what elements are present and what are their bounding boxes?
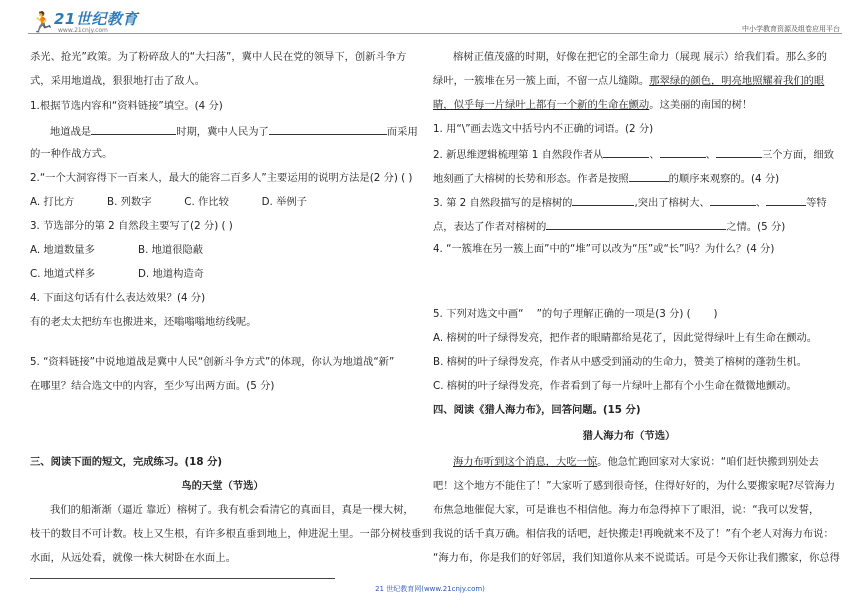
question-4: 4. 下面这句话有什么表达效果？(4 分) — [30, 292, 206, 304]
question-4: 4. “一簇堆在另一簇上面”中的“堆”可以改为“压”或“长”吗？为什么？(4 分) — [433, 243, 775, 255]
underlined-sentence: 海力布听到这个消息，大吃一惊 — [453, 456, 598, 468]
passage-4-line: 吧！这个地方不能住了！”大家听了感到很奇怪，住得好好的，为什么要搬家呢?尽管海力 — [433, 480, 836, 492]
fill-text: 点，表达了作者对榕树的 — [433, 221, 547, 233]
question-4-sentence: 有的老太太把纺车也搬进来，还嗡嗡嗡地纺线呢。 — [30, 316, 257, 328]
question-2-options: A. 打比方 B. 列数字 C. 作比较 D. 举例子 — [30, 196, 307, 208]
option-d: D. 地道构造奇 — [138, 268, 204, 280]
question-5: 5. 下列对选文中画“ ”的句子理解正确的一项是(3 分) ( ) — [433, 308, 718, 320]
passage-line: 杀光、抢光”政策。为了粉碎敌人的“大扫荡”，冀中人民在党的领导下，创新斗争方 — [30, 51, 407, 63]
answer-blank[interactable] — [269, 123, 387, 135]
question-2 — [433, 146, 835, 162]
runner-icon: 🏃 — [30, 10, 55, 34]
question-1: 1. 用“\”画去选文中括号内不正确的词语。(2 分) — [433, 123, 654, 135]
answer-blank[interactable] — [716, 146, 762, 158]
fill-text: 、 — [755, 197, 767, 209]
answer-blank[interactable] — [572, 194, 634, 206]
question-3: 3. 节选部分的第 2 自然段主要写了(2 分) ( ) — [30, 220, 233, 232]
passage-3-line: 我们的船渐渐（逼近 靠近）榕树了。我有机会看清它的真面目，真是一棵大树， — [50, 504, 414, 516]
logo-text: 21世纪教育 — [54, 10, 138, 28]
answer-blank[interactable] — [603, 146, 649, 158]
passage-text: 。他急忙跑回家对大家说：“咱们赶快搬到别处去 — [597, 456, 819, 468]
fill-text: 地道战是 — [50, 126, 92, 138]
question-3-options-row — [30, 267, 415, 281]
passage-4-line: 布焦急地催促大家，可是谁也不相信他。海力布急得掉下了眼泪，说：“我可以发誓， — [433, 504, 820, 516]
fill-text: 的顺序来观察的。(4 分) — [668, 173, 780, 185]
answer-blank[interactable] — [546, 218, 726, 230]
passage-line: 式，采用地道战，狠狠地打击了敌人。 — [30, 75, 206, 87]
fill-text: 地刻画了大榕树的长势和形态。作者是按照 — [433, 173, 629, 185]
fill-text: 之情。(5 分) — [726, 221, 786, 233]
fill-text: 、 — [649, 149, 660, 161]
question-3-cont — [433, 218, 825, 234]
option-b: B. 榕树的叶子绿得发亮，作者从中感受到涌动的生命力，赞美了榕树的蓬勃生机。 — [433, 356, 807, 368]
question-1: 1.根据节选内容和“资料链接”填空。(4 分) — [30, 100, 223, 112]
option-a: A. 榕树的叶子绿得发亮，把作者的眼睛都给晃花了，因此觉得绿叶上有生命在颤动。 — [433, 332, 818, 344]
fill-text: 时期，冀中人民为了 — [176, 126, 269, 138]
answer-blank[interactable] — [629, 170, 669, 182]
question-3 — [433, 194, 825, 210]
answer-blank[interactable] — [660, 146, 706, 158]
fill-text: 、 — [705, 149, 716, 161]
passage-4-title: 猎人海力布（节选） — [582, 430, 676, 442]
question-1-fill — [30, 123, 418, 139]
answer-blank[interactable] — [710, 194, 756, 206]
passage-4-line — [433, 455, 825, 469]
fill-text: 三个方面，细致 — [761, 149, 835, 161]
question-3-options-row — [30, 243, 415, 257]
underlined-sentence: 睛，似乎每一片绿叶上都有一个新的生命在颤动 — [433, 99, 650, 111]
fill-text: ,突出了榕树大、 — [634, 197, 710, 209]
passage-3-line — [433, 98, 825, 112]
footer-divider — [30, 578, 335, 579]
passage-3-line: 榕树正值茂盛的时期，好像在把它的全部生命力（展现 展示）给我们看。那么多的 — [453, 51, 827, 63]
question-1-fill-end: 的一种作战方式。 — [30, 148, 113, 160]
section-4-heading: 四、阅读《猎人海力布》，回答问题。(15 分) — [433, 404, 641, 416]
fill-text: 而采用 — [386, 126, 418, 138]
passage-3-line: 水面，从远处看，就像一株大树卧在水面上。 — [30, 552, 236, 564]
page-header — [0, 0, 860, 42]
passage-4-line: “海力布，你是我们的好邻居，我们知道你从来不说谎话。可是今天你让我们搬家，你总得 — [433, 552, 840, 564]
option-c: C. 榕树的叶子绿得发亮，作者看到了每一片绿叶上都有个小生命在微微地颤动。 — [433, 380, 797, 392]
platform-name: 中小学教育资源及组卷应用平台 — [742, 25, 840, 33]
option-c: C. 地道式样多 — [30, 268, 96, 280]
passage-4-line: 我说的话千真万确。相信我的话吧，赶快搬走!再晚就来不及了！”有个老人对海力布说： — [433, 528, 834, 540]
fill-text: 2. 新思维逻辑梳理第 1 自然段作者从 — [433, 149, 604, 161]
option-b: B. 地道很隐蔽 — [138, 244, 204, 256]
option-a: A. 地道数量多 — [30, 244, 95, 256]
answer-blank[interactable] — [91, 123, 176, 135]
passage-3-line — [433, 74, 825, 88]
passage-text: 绿叶，一簇堆在另一簇上面，不留一点儿缝隙。 — [433, 75, 650, 87]
question-2-cont — [433, 170, 825, 186]
passage-3-line: 枝干的数目不可计数。枝上又生根，有许多根直垂到地上，伸进泥土里。一部分树枝垂到 — [30, 528, 432, 540]
passage-text: 。这美丽的南国的树！ — [649, 99, 753, 111]
question-2: 2.“一个大洞容得下一百来人，最大的能容二百多人”主要运用的说明方法是(2 分) ( ) — [30, 172, 413, 184]
answer-blank[interactable] — [766, 194, 806, 206]
fill-text: 3. 第 2 自然段描写的是榕树的 — [433, 197, 573, 209]
question-5-cont: 在哪里？结合选文中的内容，至少写出两方面。(5 分) — [30, 380, 275, 392]
header-divider — [28, 33, 842, 34]
footer-site: 21 世纪教育网(www.21cnjy.com) — [375, 585, 485, 593]
underlined-sentence: 那翠绿的颜色，明亮地照耀着我们的眼 — [649, 75, 825, 87]
question-5: 5. “资料链接”中说地道战是冀中人民“创新斗争方式”的体现，你认为地道战“新” — [30, 356, 395, 368]
logo-url: www.21cnjy.com — [58, 27, 108, 34]
section-3-heading: 三、阅读下面的短文，完成练习。(18 分) — [30, 456, 223, 468]
fill-text: 等特 — [806, 197, 827, 209]
passage-3-title: 鸟的天堂（节选） — [181, 480, 264, 492]
